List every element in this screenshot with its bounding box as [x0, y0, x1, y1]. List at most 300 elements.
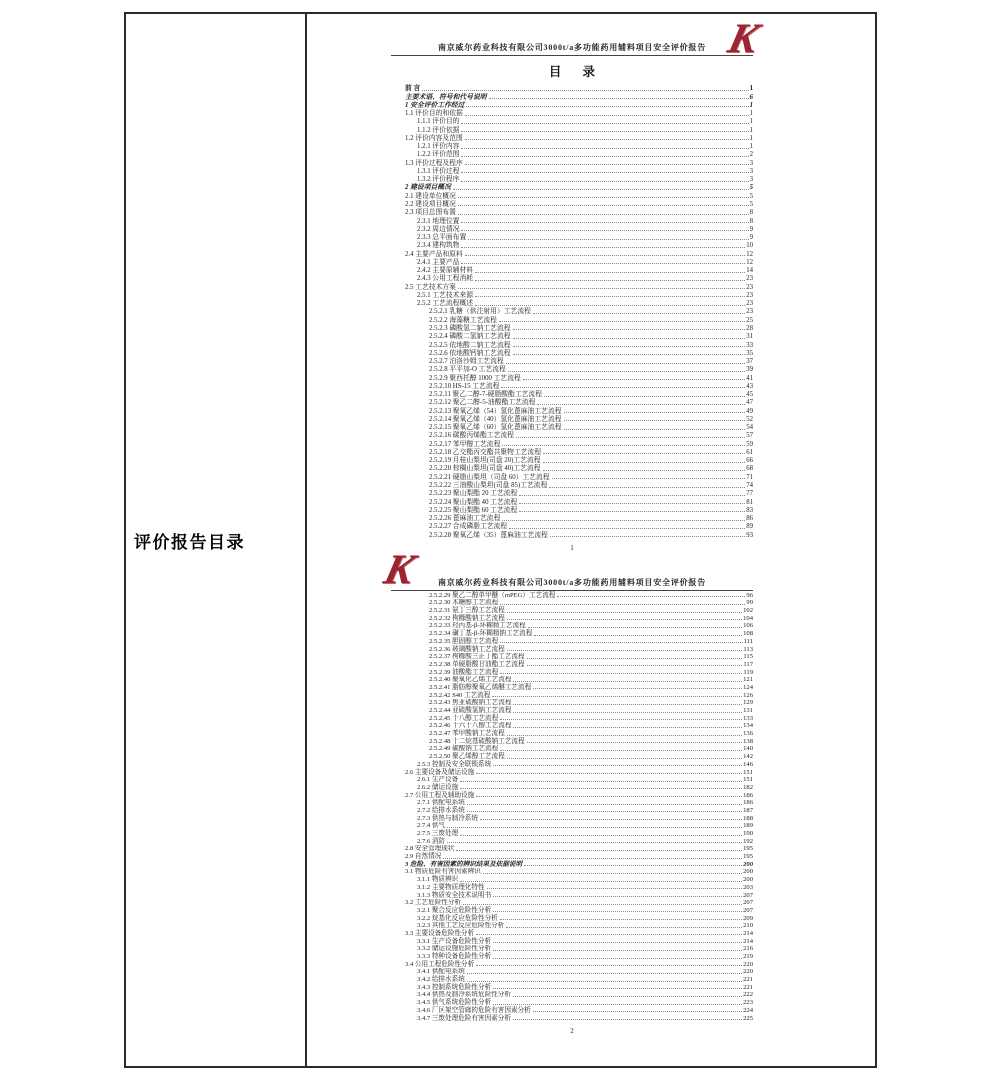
toc-leader-dots [461, 123, 748, 124]
toc-entry-page: 6 [749, 93, 753, 101]
toc-entry [391, 606, 753, 614]
toc-leader-dots [506, 927, 742, 928]
toc-entry-page: 23 [746, 291, 753, 299]
toc-entry-page: 192 [743, 837, 753, 845]
toc-leader-dots [564, 429, 746, 430]
toc-entry [391, 691, 753, 699]
toc-leader-dots [500, 719, 742, 720]
toc-entry-title: 3.4.2 给排水系统 [417, 976, 465, 984]
toc-entry-title: 2.5 工艺技术方案 [405, 283, 456, 291]
toc-entry-page: 129 [743, 699, 753, 707]
toc-entry [391, 653, 753, 661]
toc-entry-title: 2.5.2.46 十六十八醇工艺流程 [429, 722, 512, 730]
toc-entry [391, 614, 753, 622]
toc-leader-dots [506, 363, 745, 364]
toc-leader-dots [527, 665, 743, 666]
toc-entry-title: 3.1.2 主要物质理化特性 [417, 883, 485, 891]
toc-entry-page: 186 [743, 791, 753, 799]
toc-entry [391, 448, 753, 456]
toc-entry [391, 706, 753, 714]
toc-entry [391, 497, 753, 505]
toc-entry-page: 113 [743, 645, 753, 653]
toc-entry-title: 主要术语、符号和代号说明 [405, 93, 487, 101]
toc-entry-title: 2.4.2 主要原辅材料 [417, 267, 474, 275]
toc-leader-dots [502, 445, 745, 446]
toc-entry-title: 2.5.2.15 聚氧乙烯（60）氢化蓖麻油工艺流程 [429, 424, 562, 432]
toc-page-1 [391, 16, 763, 552]
toc-entry-page: 111 [743, 637, 753, 645]
toc-leader-dots [475, 280, 745, 281]
toc-entry-title: 2.5.2.11 聚乙二醇-7-硬脂酸酯工艺流程 [429, 391, 543, 399]
toc-entry-title: 2.5.2.22 三油酸山梨坦(司盘 85)工艺流程 [429, 482, 548, 490]
toc-list-page2 [391, 591, 753, 1022]
toc-entry [391, 481, 753, 489]
content-table [124, 12, 877, 1068]
toc-entry-page: 1 [749, 110, 753, 118]
toc-entry-page: 115 [743, 653, 753, 661]
toc-entry [391, 208, 753, 216]
toc-entry-title: 2.5.2.38 单硬脂酸甘油酯工艺流程 [429, 660, 525, 668]
toc-entry-page: 3 [749, 167, 753, 175]
toc-entry [391, 714, 753, 722]
toc-leader-dots [552, 478, 746, 479]
toc-leader-dots [489, 98, 749, 99]
toc-leader-dots [422, 90, 748, 91]
toc-entry [391, 722, 753, 730]
toc-leader-dots [516, 437, 745, 438]
toc-entry [391, 489, 753, 497]
toc-entry [391, 837, 753, 845]
toc-entry-title: 3.4.1 供配电系统 [417, 968, 465, 976]
toc-entry [391, 929, 753, 937]
toc-entry-page: 8 [749, 209, 753, 217]
toc-entry-page: 182 [743, 783, 753, 791]
toc-entry-title: 2.5.2.35 胆固醇工艺流程 [429, 637, 499, 645]
toc-entry-page: 3 [749, 159, 753, 167]
toc-entry-title: 2.7.5 三废处理 [417, 830, 459, 837]
toc-entry [391, 783, 753, 791]
toc-leader-dots [476, 773, 742, 774]
toc-entry-title: 2.5.2.1 乳糖（供注射用）工艺流程 [429, 308, 531, 316]
toc-entry-title: 2.5.2.7 泊洛沙姆工艺流程 [429, 358, 504, 366]
toc-leader-dots [463, 904, 742, 905]
toc-leader-dots [492, 696, 742, 697]
toc-entry-title: 2.5.2.48 十二烷基硫酸钠工艺流程 [429, 737, 525, 745]
toc-entry-title: 3.4.6 厂区架空管廊的危险有害因素分析 [417, 1006, 531, 1014]
toc-entry-title: 2.5.2.14 聚氧乙烯（40）氢化蓖麻油工艺流程 [429, 415, 562, 423]
toc-leader-dots [507, 758, 742, 759]
toc-entry [391, 875, 753, 883]
toc-entry-title: 2.5.2.32 枸橼酸钠工艺流程 [429, 614, 505, 622]
toc-entry-title: 2.2 建设项目概况 [405, 200, 456, 208]
toc-list-page1 [391, 84, 753, 539]
toc-entry-title: 2.5.2.41 脂肪醇聚氧乙烯醚工艺流程 [429, 683, 532, 691]
toc-entry-title: 3.3 主要设备危险性分析 [405, 929, 475, 937]
toc-entry-title: 2.7.4 供气 [417, 822, 446, 830]
toc-entry-page: 57 [746, 432, 753, 440]
toc-entry-page: 195 [743, 853, 753, 861]
toc-leader-dots [493, 942, 742, 943]
doc-header-title-page1: 南京威尔药业科技有限公司3000t/a多功能药用辅料项目安全评价报告 [391, 42, 753, 56]
toc-leader-dots [458, 214, 749, 215]
toc-entry [391, 1006, 753, 1014]
toc-entry-title: 3.2 工艺危险性分析 [405, 899, 462, 907]
toc-entry-title: 2.5.2.40 聚氧化乙烯工艺流程 [429, 676, 512, 684]
toc-entry-page: 5 [749, 192, 753, 200]
toc-entry [391, 150, 753, 158]
page2-number: 2 [570, 1026, 574, 1035]
toc-entry-page: 12 [746, 250, 753, 258]
toc-leader-dots [453, 189, 749, 190]
toc-entry-page: 12 [746, 258, 753, 266]
toc-entry-title: 3.1.3 物质安全技术说明书 [417, 891, 492, 899]
toc-entry-page: 31 [746, 333, 753, 341]
toc-leader-dots [461, 148, 748, 149]
toc-leader-dots [527, 658, 743, 659]
toc-entry-title: 2.5.2.21 硬脂山梨坦（司盘 60）工艺流程 [429, 473, 550, 481]
toc-entry-page: 216 [743, 945, 753, 953]
toc-entry [391, 591, 753, 599]
toc-entry [391, 660, 753, 668]
toc-entry-page: 2 [749, 151, 753, 159]
toc-entry [391, 274, 753, 282]
toc-entry-page: 71 [746, 473, 753, 481]
toc-entry-page: 200 [743, 876, 753, 884]
toc-leader-dots [467, 973, 742, 974]
toc-entry-page: 151 [743, 768, 753, 776]
toc-entry-title: 2.7.3 供热与制冷系统 [417, 814, 478, 822]
toc-entry-title: 3.1.1 物质辨识 [417, 876, 459, 884]
toc-entry [391, 914, 753, 922]
toc-entry [391, 439, 753, 447]
toc-entry-page: 1 [749, 126, 753, 134]
toc-entry-page: 9 [749, 225, 753, 233]
toc-entry-title: 3.2.2 烷基化反应危险性分析 [417, 914, 498, 922]
toc-leader-dots [513, 346, 746, 347]
toc-entry [391, 991, 753, 999]
toc-leader-dots [458, 197, 749, 198]
toc-leader-dots [461, 181, 748, 182]
toc-entry [391, 522, 753, 530]
toc-entry [391, 952, 753, 960]
toc-leader-dots [549, 487, 745, 488]
toc-leader-dots [476, 965, 742, 966]
toc-entry-page: 9 [749, 234, 753, 242]
toc-entry-title: 2.5.3 控制及安全联锁系统 [417, 760, 492, 768]
toc-entry-page: 59 [746, 440, 753, 448]
toc-leader-dots [502, 520, 745, 521]
toc-entry-page: 200 [743, 868, 753, 876]
toc-entry [391, 852, 753, 860]
toc-leader-dots [493, 765, 742, 766]
toc-entry-title: 2.5.2.43 焦亚硫酸钠工艺流程 [429, 699, 512, 707]
toc-entry-page: 61 [746, 448, 753, 456]
toc-entry-page: 99 [746, 599, 753, 607]
toc-entry-page: 121 [743, 676, 753, 684]
toc-leader-dots [500, 604, 745, 605]
toc-entry [391, 868, 753, 876]
toc-entry-page: 195 [743, 845, 753, 853]
toc-leader-dots [458, 288, 745, 289]
toc-entry [391, 216, 753, 224]
toc-entry-title: 2.5.2.5 依地酸二钠工艺流程 [429, 341, 511, 349]
toc-entry-page: 186 [743, 799, 753, 807]
toc-entry-title: 2.5.2.13 聚氧乙烯（54）氢化蓖麻油工艺流程 [429, 407, 562, 415]
toc-leader-dots [513, 681, 742, 682]
toc-leader-dots [480, 819, 742, 820]
toc-entry-title: 3.1 物质危险有害因素辨识 [405, 868, 481, 876]
toc-entry-title: 2.5.2.3 磷酸氢二钠工艺流程 [429, 324, 511, 332]
toc-entry-title: 2.5.2.9 聚西托醇 1000 工艺流程 [429, 374, 521, 382]
toc-entry-page: 223 [743, 999, 753, 1007]
toc-leader-dots [513, 329, 746, 330]
toc-entry-page: 221 [743, 983, 753, 991]
toc-entry [391, 845, 753, 853]
toc-entry [391, 134, 753, 142]
toc-entry [391, 683, 753, 691]
toc-entry-title: 2.5.2.12 聚乙二醇-5-油酸酯工艺流程 [429, 399, 536, 407]
toc-entry [391, 101, 753, 109]
toc-entry [391, 737, 753, 745]
toc-leader-dots [519, 495, 745, 496]
toc-leader-dots [461, 222, 748, 223]
toc-entry-page: 68 [746, 465, 753, 473]
toc-entry-page: 136 [743, 730, 753, 738]
toc-entry-title: 1.2 评价内容及范围 [405, 134, 463, 142]
toc-entry-title: 2.6.2 储运设施 [417, 783, 459, 791]
toc-entry [391, 998, 753, 1006]
toc-entry-title: 2.5.2.49 碳酸钠工艺流程 [429, 745, 499, 753]
toc-title: 目 录 [548, 65, 605, 79]
toc-entry-title: 2.4.1 主要产品 [417, 258, 460, 266]
toc-leader-dots [456, 850, 742, 851]
toc-leader-dots [467, 811, 742, 812]
toc-entry [391, 315, 753, 323]
toc-leader-dots [533, 1011, 742, 1012]
toc-leader-dots [533, 313, 745, 314]
toc-leader-dots [483, 873, 742, 874]
toc-entry [391, 357, 753, 365]
toc-entry [391, 415, 753, 423]
toc-entry-page: 187 [743, 806, 753, 814]
toc-entry-title: 2.5.2.28 聚氧乙烯（35）蓖麻油工艺流程 [429, 531, 548, 539]
toc-entry [391, 225, 753, 233]
toc-entry [391, 92, 753, 100]
toc-entry [391, 968, 753, 976]
toc-entry-page: 188 [743, 814, 753, 822]
toc-leader-dots [465, 139, 749, 140]
toc-leader-dots [509, 528, 745, 529]
toc-entry-title: 2.5.2.20 棕榈山梨坦(司盘 40)工艺流程 [429, 465, 541, 473]
toc-leader-dots [476, 934, 742, 935]
toc-entry-page: 108 [743, 630, 753, 638]
toc-entry-title: 2.3.3 总平面布置 [417, 234, 467, 242]
toc-leader-dots [550, 536, 745, 537]
toc-entry [391, 142, 753, 150]
toc-entry-title: 2.1 建设单位概况 [405, 192, 456, 200]
toc-entry [391, 1014, 753, 1022]
toc-entry-page: 83 [746, 506, 753, 514]
toc-entry-title: 2.5.2.8 平平加-O 工艺流程 [429, 366, 506, 374]
toc-entry-page: 190 [743, 830, 753, 837]
toc-entry [391, 291, 753, 299]
toc-entry-page: 140 [743, 745, 753, 753]
toc-entry-title: 2.5.2.25 聚山梨酯 60 工艺流程 [429, 506, 518, 514]
toc-entry-page: 221 [743, 976, 753, 984]
toc-entry-page: 207 [743, 899, 753, 907]
toc-leader-dots [476, 796, 742, 797]
toc-entry-title: 2.8 安全管理现状 [405, 845, 455, 853]
toc-page-2 [379, 547, 753, 1035]
toc-entry-page: 146 [743, 760, 753, 768]
toc-entry-title: 3.3.2 储运设施危险性分析 [417, 945, 492, 953]
toc-leader-dots [564, 412, 746, 413]
toc-leader-dots [460, 835, 742, 836]
toc-leader-dots [534, 635, 742, 636]
toc-leader-dots [460, 788, 742, 789]
toc-leader-dots [500, 673, 742, 674]
toc-entry [391, 349, 753, 357]
toc-entry-page: 3 [749, 176, 753, 184]
toc-entry-title: 2.5.2.42 S40 工艺流程 [429, 691, 491, 699]
toc-entry-title: 1.2.2 评价范围 [417, 151, 460, 159]
toc-entry [391, 167, 753, 175]
toc-leader-dots [475, 272, 745, 273]
toc-entry [391, 506, 753, 514]
toc-leader-dots [544, 396, 745, 397]
toc-entry-title: 3 危险、有害因素的辨识结果及依据说明 [405, 860, 523, 868]
toc-leader-dots [513, 727, 742, 728]
company-logo-k-icon: K [723, 16, 763, 62]
toc-leader-dots [461, 131, 748, 132]
toc-entry-page: 93 [746, 531, 753, 539]
toc-leader-dots [523, 379, 745, 380]
toc-entry-title: 2.5.2.19 月桂山梨坦(司盘 20)工艺流程 [429, 457, 541, 465]
toc-entry-page: 220 [743, 968, 753, 976]
toc-entry [391, 760, 753, 768]
toc-entry [391, 945, 753, 953]
toc-leader-dots [493, 911, 742, 912]
toc-entry [391, 752, 753, 760]
toc-leader-dots [493, 896, 742, 897]
toc-entry-page: 209 [743, 914, 753, 922]
toc-leader-dots [461, 263, 745, 264]
toc-entry-page: 25 [746, 316, 753, 324]
toc-entry-title: 2.3.2 周边情况 [417, 225, 460, 233]
toc-entry [391, 829, 753, 837]
toc-entry [391, 241, 753, 249]
toc-entry [391, 282, 753, 290]
toc-leader-dots [475, 305, 745, 306]
toc-entry-title: 2.5.2.2 海藻糖工艺流程 [429, 316, 497, 324]
toc-entry-page: 225 [743, 1014, 753, 1022]
toc-leader-dots [513, 1019, 742, 1020]
toc-entry [391, 906, 753, 914]
toc-entry-title: 2.7.2 给排水系统 [417, 806, 465, 814]
toc-entry-page: 74 [746, 482, 753, 490]
toc-entry-page: 86 [746, 515, 753, 523]
toc-entry-title: 2.3 项目总图布置 [405, 209, 456, 217]
toc-leader-dots [460, 781, 742, 782]
toc-entry-page: 134 [743, 722, 753, 730]
toc-entry [391, 676, 753, 684]
toc-entry-title: 2.5.2.23 聚山梨酯 20 工艺流程 [429, 490, 518, 498]
toc-entry-title: 1 安全评价工作经过 [405, 101, 465, 109]
toc-entry-page: 41 [746, 374, 753, 382]
toc-entry [391, 340, 753, 348]
toc-entry-page: 1 [749, 118, 753, 126]
toc-entry [391, 637, 753, 645]
toc-leader-dots [507, 619, 742, 620]
toc-leader-dots [519, 511, 745, 512]
toc-entry-page: 39 [746, 366, 753, 374]
toc-entry-page: 222 [743, 991, 753, 999]
toc-entry [391, 622, 753, 630]
toc-leader-dots [533, 688, 742, 689]
doc-header-title-page2: 南京威尔药业科技有限公司3000t/a多功能药用辅料项目安全评价报告 [391, 577, 753, 591]
toc-entry-page: 203 [743, 883, 753, 891]
toc-entry-page: 131 [743, 707, 753, 714]
toc-leader-dots [466, 106, 748, 107]
toc-entry-page: 124 [743, 683, 753, 691]
toc-leader-dots [493, 950, 742, 951]
toc-leader-dots [519, 503, 745, 504]
toc-leader-dots [447, 827, 742, 828]
toc-entry-title: 3.3.3 特种设备危险性分析 [417, 953, 492, 960]
toc-entry [391, 745, 753, 753]
toc-entry-title: 2.7.6 消防 [417, 837, 446, 845]
toc-entry-page: 220 [743, 960, 753, 968]
toc-leader-dots [513, 996, 742, 997]
toc-entry-page: 200 [743, 860, 753, 868]
toc-leader-dots [543, 462, 746, 463]
toc-entry-page: 104 [743, 614, 753, 622]
toc-entry-page: 23 [746, 300, 753, 308]
toc-entry-page: 102 [743, 607, 753, 615]
toc-entry-title: 2.5.2.30 木糖醇工艺流程 [429, 599, 499, 607]
toc-entry [391, 883, 753, 891]
toc-entry [391, 472, 753, 480]
toc-entry-title: 2.4 主要产品和原料 [405, 250, 463, 258]
toc-leader-dots [460, 881, 742, 882]
toc-entry [391, 791, 753, 799]
toc-entry-title: 2.5.2.4 磷酸二氢钠工艺流程 [429, 333, 511, 341]
toc-entry-title: 2.9 自然情况 [405, 853, 442, 861]
toc-entry [391, 860, 753, 868]
toc-entry-title: 2.5.2.34 磺丁基-β-环糊精钠工艺流程 [429, 630, 533, 638]
toc-entry [391, 814, 753, 822]
toc-entry-page: 219 [743, 953, 753, 960]
toc-entry-title: 2 建设项目概况 [405, 184, 451, 192]
toc-label-cell [126, 14, 307, 1066]
toc-entry-page: 5 [749, 200, 753, 208]
toc-entry-title: 2.7 公用工程及辅助设施 [405, 791, 475, 799]
toc-entry [391, 191, 753, 199]
toc-entry-page: 35 [746, 349, 753, 357]
toc-entry-title: 3.2.1 聚合反应危险性分析 [417, 906, 492, 914]
toc-entry-title: 1.1.2 评价依据 [417, 126, 460, 134]
toc-entry-title: 3.4.7 三废处理危险有害因素分析 [417, 1014, 511, 1022]
toc-entry [391, 922, 753, 930]
toc-leader-dots [468, 239, 748, 240]
toc-entry [391, 125, 753, 133]
toc-entry-page: 52 [746, 415, 753, 423]
toc-entry-page: 54 [746, 424, 753, 432]
toc-leader-dots [493, 958, 742, 959]
toc-entry-title: 3.4.5 供气系统危险性分析 [417, 999, 492, 1007]
toc-entry-title: 2.6 主要设备及储运设施 [405, 768, 475, 776]
toc-leader-dots [461, 247, 745, 248]
